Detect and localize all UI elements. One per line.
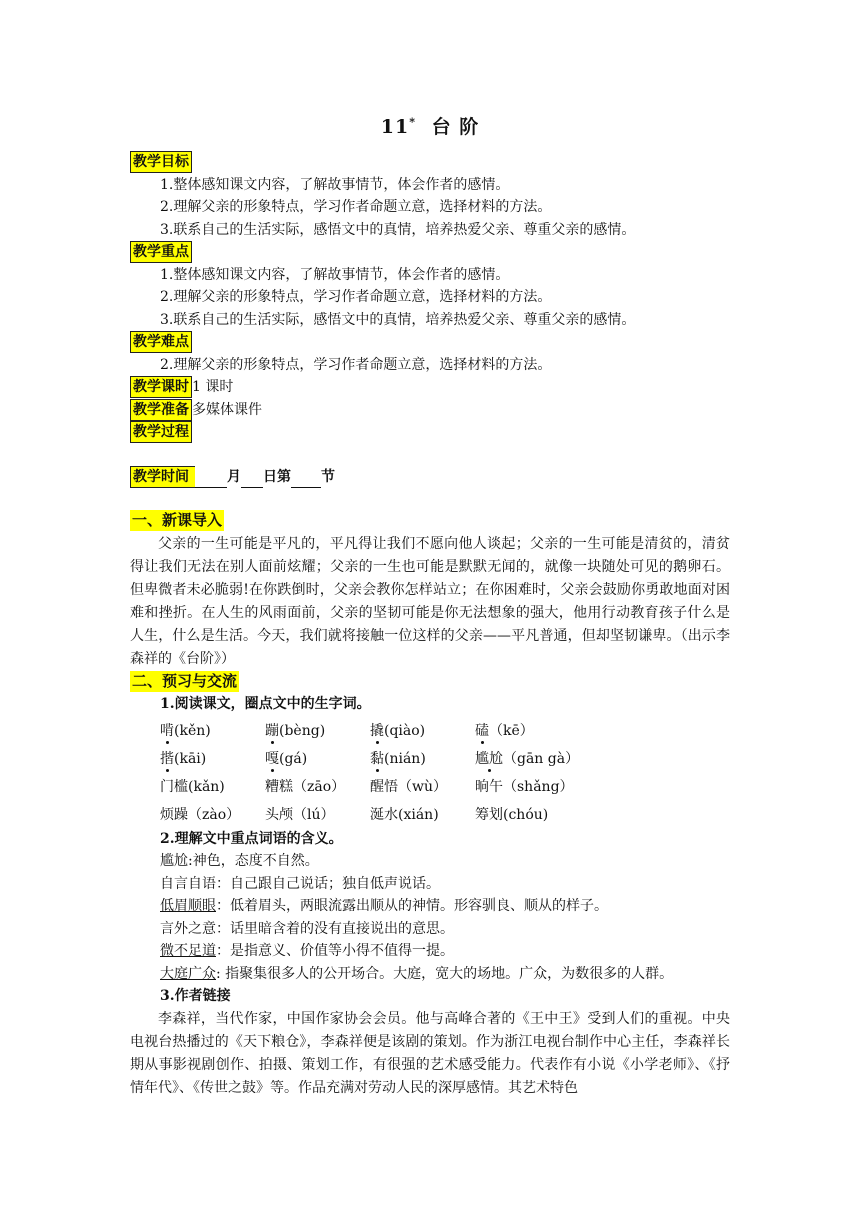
vocab-item: 尴尬（gān gà）	[475, 744, 580, 772]
lesson-number: 11	[380, 116, 410, 138]
definition-item: 微不足道：是指意义、价值等小得不值得一提。	[160, 943, 454, 959]
definition-item: 尴尬:神色，态度不自然。	[160, 853, 319, 869]
definition-item: 言外之意：话里暗含着的没有直接说出的意思。	[160, 920, 454, 937]
hours-label: 教学课时	[130, 376, 192, 398]
day-text: 日第	[263, 468, 291, 485]
month-blank	[195, 471, 227, 488]
keypoint-item: 1.整体感知课文内容，了解故事情节，体会作者的感情。	[160, 266, 510, 283]
keypoint-item: 2.理解父亲的形象特点，学习作者命题立意，选择材料的方法。	[160, 289, 552, 305]
hours-value: 1 课时	[192, 379, 234, 395]
definition-item: 自言自语：自己跟自己说话；独自低声说话。	[160, 875, 440, 892]
vocab-item: 黏(nián)	[370, 744, 475, 772]
teaching-time-line	[130, 466, 730, 489]
month-text: 月	[227, 468, 241, 485]
vocab-item: 嘎(gá)	[265, 744, 370, 772]
definition-item: 大庭广众: 指聚集很多人的公开场合。大庭，宽大的场地。广众，为数很多的人群。	[160, 965, 674, 982]
vocab-item: 涎水(xián)	[370, 806, 439, 823]
vocab-item: 醒悟（wù）	[370, 778, 447, 795]
vocab-item: 筹划(chóu)	[475, 806, 549, 823]
question-2: 2.理解文中重点词语的含义。	[160, 830, 343, 847]
process-label: 教学过程	[130, 421, 192, 443]
intro-paragraph: 父亲的一生可能是平凡的，平凡得让我们不愿向他人谈起；父亲的一生可能是清贫的，清贫得让我们无法在别人面前炫耀；父亲的一生也可能是默默无闻的，就像一块随处可见的鹅卵石。但卑微者未必脆弱!在你跌倒时，父亲会教你怎样站立；在你困难时，父亲会鼓励你勇敢地面对困难和挫折。在人生的风雨面前，父亲的坚韧可能是你无法想象的强大，他用行动教育孩子什么是人生，什么是生活。今天，我们就将接触一位这样的父亲——平凡普通，但却坚韧谦卑。（出示李森祥的《台阶》）	[130, 535, 730, 667]
goal-item: 3.联系自己的生活实际，感悟文中的真情，培养热爱父亲、尊重父亲的感情。	[160, 221, 636, 238]
period-blank	[291, 471, 321, 488]
goal-item: 2.理解父亲的形象特点，学习作者命题立意，选择材料的方法。	[160, 199, 552, 215]
vocab-item: 糟糕（zāo）	[265, 778, 346, 795]
vocab-item: 门槛(kǎn)	[160, 778, 225, 795]
goals-label: 教学目标	[130, 151, 192, 173]
lesson-name: 台 阶	[431, 116, 480, 138]
vocab-item: 晌午（shǎng）	[475, 778, 574, 795]
period-text: 节	[321, 468, 335, 485]
question-1: 1.阅读课文，圈点文中的生字词。	[160, 696, 371, 712]
keypoint-item: 3.联系自己的生活实际，感悟文中的真情，培养热爱父亲、尊重父亲的感情。	[160, 311, 636, 328]
definition-item: 低眉顺眼：低着眉头，两眼流露出顺从的神情。形容驯良、顺从的样子。	[160, 898, 608, 914]
lesson-star: *	[409, 115, 416, 129]
vocab-item: 揩(kāi)	[160, 744, 265, 772]
question-3: 3.作者链接	[160, 988, 231, 1004]
difficulty-label: 教学难点	[130, 331, 192, 353]
vocab-item: 蹦(bèng)	[265, 716, 370, 744]
vocab-item: 撬(qiào)	[370, 716, 475, 744]
time-label: 教学时间	[130, 466, 195, 488]
keypoints-label: 教学重点	[130, 241, 192, 263]
vocab-item: 啃(kěn)	[160, 716, 265, 744]
section-2-heading: 二、预习与交流	[132, 671, 238, 690]
lesson-title	[130, 112, 730, 139]
vocab-item: 烦躁（zào）	[160, 806, 241, 823]
vocab-item: 头颅（lú）	[265, 806, 335, 823]
prep-value: 多媒体课件	[192, 401, 262, 418]
document-page	[130, 112, 730, 1100]
goal-item: 1.整体感知课文内容，了解故事情节，体会作者的感情。	[160, 176, 510, 193]
vocab-item: 磕（kē）	[475, 716, 580, 744]
day-blank	[241, 471, 263, 488]
prep-label: 教学准备	[130, 399, 192, 421]
author-paragraph: 李森祥，当代作家，中国作家协会会员。他与高峰合著的《王中王》受到人们的重视。中央电视台热播过的《天下粮仓》，李森祥便是该剧的策划。作为浙江电视台制作中心主任，李森祥长期从事影视剧创作、拍摄、策划工作，有很强的艺术感受能力。代表作有小说《小学老师》、《抒情年代》、《传世之鼓》等。作品充满对劳动人民的深厚感情。其艺术特色	[130, 1010, 730, 1096]
section-1-heading: 一、新课导入	[132, 511, 223, 529]
difficulty-item: 2.理解父亲的形象特点，学习作者命题立意，选择材料的方法。	[160, 356, 552, 373]
vocab-table	[160, 716, 580, 828]
